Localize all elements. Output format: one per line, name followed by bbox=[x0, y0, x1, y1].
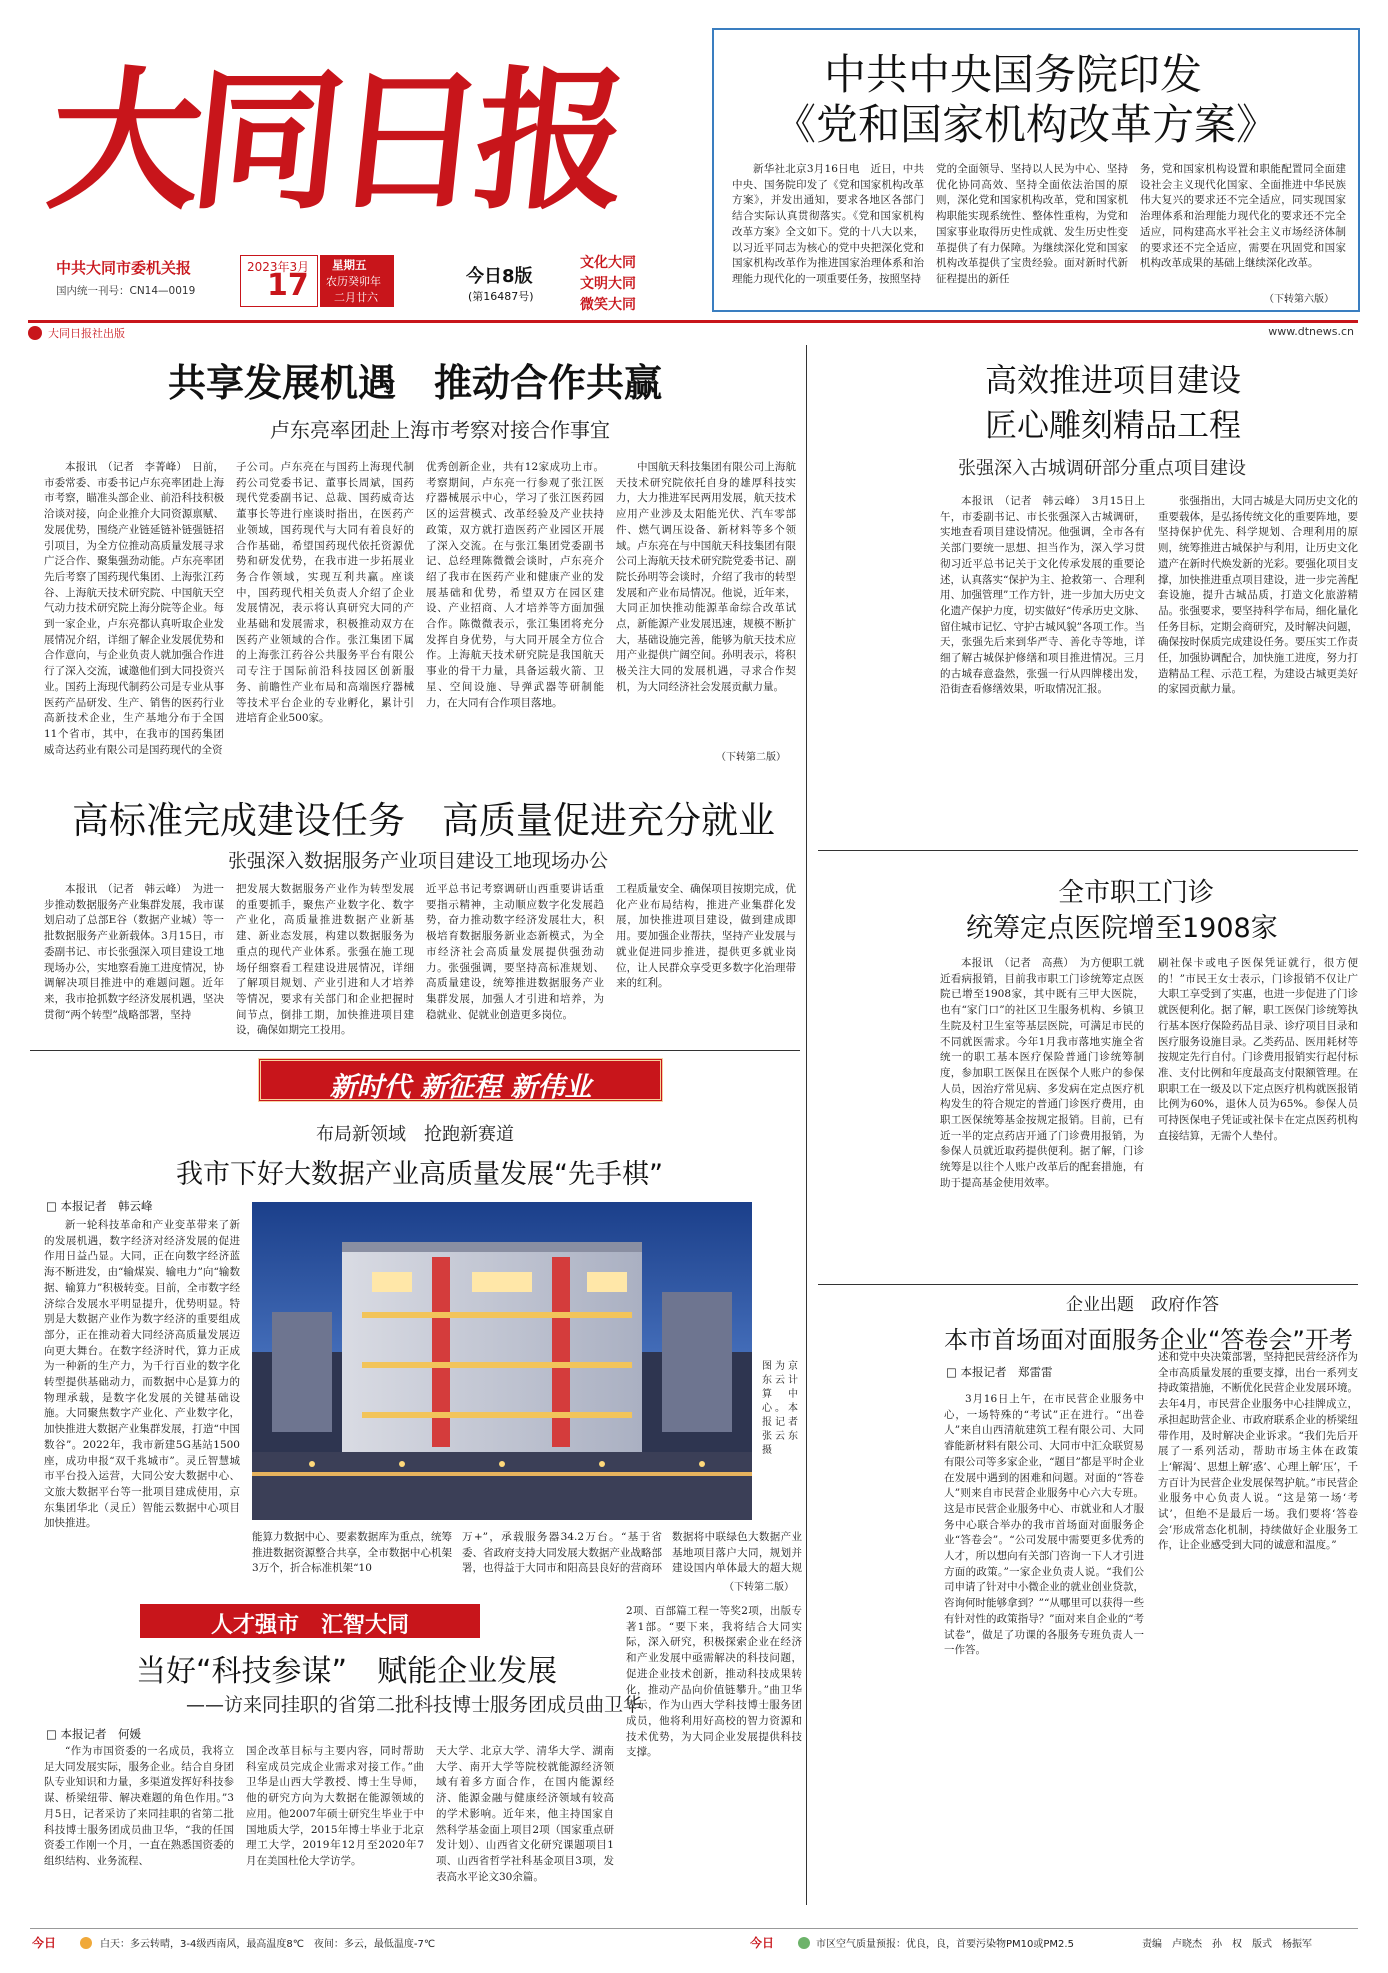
website: www.dtnews.cn bbox=[1268, 325, 1354, 338]
a2-col-1: 本报讯 （记者 韩云峰） 3月15日上午，市委副书记、市长张强深入古城调研，实地查看项目建设情况。他强调，全市各有关部门要统一思想、担当作为，深入学习贯彻习近平总书记关于文化传承发展的重要论述，认真落实“保护为主、抢救第一、合理利用、加强管理”工作方针，进一步加大历史文化遗产保护力度，切实做好“传承历史文脉、留住城市记忆、守护古城风貌”各项工作。当天，张强先后来到华严寺、善化寺等地，详细了解古城保护修缮和项目推进情况。三月的古城春意盎然，张强一行从四牌楼出发，沿街查看修缮效果，听取情况汇报。 bbox=[940, 495, 1145, 696]
a1-col-1: 本报讯 （记者 李菁峰） 日前，市委常委、市委书记卢东亮率团赴上海市考察，瞄准头部企业、前沿科技积极洽谈对接，向企业推介大同资源禀赋、发展优势，围绕产业链延链补链强链招引项目，为全方位推动高质量发展寻求广泛合作、聚集强劲动能。卢东亮率团先后考察了国药现代集团、上海张江药谷、上海航天技术研究院、中国航天空气动力技术研究院上海分院等企业。每到一家企业，卢东亮都认真听取企业发展情况介绍，详细了解企业发展优势和合作意向，与企业负责人就加强合作进行了深入交流，诚邀他们到大同投资兴业。国药上海现代制药公司是专业从事医药产品研发、生产、销售的医药行业高新技术企业，生产基地分布于全国11个省市，其中，在我市的国药集团威奇达药业有限公司是国药现代的全资 bbox=[44, 461, 224, 756]
divider-h-right-2 bbox=[818, 1284, 1358, 1285]
a5-title: 当好“科技参谋” 赋能企业发展 bbox=[136, 1654, 558, 1689]
air-quality: 市区空气质量预报：优良，良，首要污染物PM10或PM2.5 bbox=[816, 1939, 1074, 1950]
a1-col-2: 子公司。卢东亮在与国药上海现代制药公司党委书记、董事长周斌，国药现代党委副书记、总裁、国药威奇达董事长等进行座谈时指出，在医药产业领域，国药现代与大同有着良好的合作基础，希望国药现代依托资源优势和研发优势，在我市进一步拓展业务合作领域，实现互利共赢。座谈中，国药现代相关负责人介绍了企业发展情况，表示将认真研究大同的产业基础和发展需求，积极推动双方在医药产业领域的合作。张江集团下属的上海张江药谷公共服务平台有限公司专注于国际前沿科技园区创新服务、前瞻性产业布局和高端医疗器械等技术平台企业的专业孵化，累计引进培育企业500家。 bbox=[236, 461, 414, 725]
a1-subtitle: 卢东亮率团赴上海市考察对接合作事宜 bbox=[270, 418, 610, 442]
divider-h-right-1 bbox=[818, 850, 1358, 851]
a2-title-1: 高效推进项目建设 bbox=[985, 361, 1242, 399]
weekday: 星期五 bbox=[332, 258, 367, 272]
data-center-image bbox=[252, 1202, 752, 1520]
lunar-day: 二月廿六 bbox=[334, 291, 378, 304]
footer bbox=[30, 1928, 1358, 1954]
slogan-3: 微笑大同 bbox=[580, 297, 636, 313]
a4-col-4: 数据将中联绿色大数据产业基地项目落户大同，规划并建设国内单体最大的超大规 bbox=[672, 1531, 802, 1575]
a7-byline: □ 本报记者 郑雷雷 bbox=[946, 1365, 1053, 1379]
air-label: 今日 bbox=[750, 1936, 775, 1950]
a7-col-1: 3月16日上午，在市民营企业服务中心，一场特殊的“考试”正在进行。“出卷人”来自山西清航建筑工程有限公司、大同睿能新材料有限公司、大同市中汇众联贸易有限公司等多家企业，“题目”都是平时企业在发展中遇到的困难和问题。对面的“答卷人”则来自市民营企业服务中心六大专班。这是市民营企业服务中心、市就业和人才服务中心联合举办的我市首场面对面服务企业“答卷会”。“公司发展中需要更多优秀的人才，所以想向有关部门咨询一下人才引进方面的政策。”一家企业负责人说。“我们公司申请了针对中小微企业的就业创业贷款，咨询何时能够拿到？”“从哪里可以获得一些有针对性的政策指导？”面对来自企业的“考试卷”，做足了功课的各服务专班负责人一一作答。 bbox=[944, 1393, 1144, 1657]
a6-title-2: 统筹定点医院增至1908家 bbox=[966, 913, 1278, 944]
lead-title-2: 《党和国家机构改革方案》 bbox=[774, 100, 1279, 149]
banner-new-era-text: 新时代 新征程 新伟业 bbox=[329, 1072, 592, 1103]
a4-byline: □ 本报记者 韩云峰 bbox=[46, 1199, 153, 1213]
a7-kicker: 企业出题 政府作答 bbox=[1066, 1295, 1219, 1315]
a3-title: 高标准完成建设任务 高质量促进充分就业 bbox=[72, 799, 775, 842]
a3-subtitle: 张强深入数据服务产业项目建设工地现场办公 bbox=[228, 850, 609, 872]
a7-col-2: 述和党中央决策部署，坚持把民营经济作为全市高质量发展的重要支撑，出台一系列支持政策措施，不断优化民营企业发展环境。去年4月，市民营企业服务中心挂牌成立，承担起助营企业、市政府联系企业的桥梁纽带作用，及时解决企业诉求。“我们先后开展了一系列活动，帮助市场主体在政策上‘解渴’、思想上解‘惑’、心理上解‘压’，千方百计为民营企业发展保驾护航。”市民营企业服务中心负责人说。“这是第一场‘考试’，但绝不是最后一场。我们要将‘答卷会’形成常态化机制，持续做好企业服务工作，让企业感受到大同的诚意和温度。” bbox=[1158, 1351, 1358, 1552]
banner-talent bbox=[140, 1604, 480, 1638]
divider-h-left-1 bbox=[30, 1050, 800, 1051]
weather-icon bbox=[80, 1937, 92, 1949]
a3-col-2: 把发展大数据服务产业作为转型发展的重要抓手，聚焦产业数字化、数字产业化，高质量推进数据产业新基建、新业态发展，构建以数据服务为重点的现代产业体系。张强在施工现场仔细察看工程建设进展情况，详细了解项目规划、产业引进和人才培养等情况，要求有关部门和企业把握时间节点，倒排工期，加快推进项目建设，确保如期完工投用。 bbox=[236, 883, 414, 1037]
a1-col-3: 优秀创新企业，共有12家成功上市。考察期间，卢东亮一行参观了张江医疗器械展示中心，学习了张江医药园区的运营模式、改革经验及产业扶持政策，双方就打造医药产业园区开展了深入交流。在与张江集团党委副书记、总经理陈微微会谈时，卢东亮介绍了我市在医药产业和健康产业的发展基础和优势，希望双方在园区建设、产业招商、人才培养等方面加强合作。陈微微表示，张江集团将充分发挥自身优势，与大同开展全方位合作。上海航天技术研究院是我国航天事业的骨干力量，具备运载火箭、卫星、空间设施、导弹武器等研制能力，在大同有合作项目落地。 bbox=[426, 461, 604, 709]
lead-col-2: 党的全面领导、坚持以人民为中心、坚持优化协同高效、坚持全面依法治国的原则，深化党和国家机构改革，党和国家机构职能实现系统性、整体性重构，为党和国家事业取得历史性成就、发生历史性变革提供了有力保障。为继续深化党和国家机构改革提供了宝贵经验。面对新时代新征程提出的新任 bbox=[936, 163, 1128, 285]
a7-title: 本市首场面对面服务企业“答卷会”开考 bbox=[944, 1326, 1353, 1354]
date-day: 17 bbox=[267, 268, 309, 303]
a6-title-1: 全市职工门诊 bbox=[1058, 878, 1215, 908]
a5-col-1: “作为市国资委的一名成员，我将立足大同发展实际，服务企业。结合自身团队专业知识和力量，多渠道发挥好科技参谋、桥梁纽带、解决难题的角色作用。”3月5日，记者采访了来同挂职的省第二批科技博士服务团成员曲卫华，“我的任国资委工作刚一个月，一直在熟悉国资委的组织结构、业务流程、 bbox=[44, 1745, 234, 1867]
a5-col-4: 2项、百部篇工程一等奖2项，出版专著1部。“要下来，我将结合大同实际，深入研究，积极探索企业在经济和产业发展中亟需解决的科技问题，促进企业技术创新，推动科技成果转化，推动产品向价值链攀升。”曲卫华表示，作为山西大学科技博士服务团成员，他将利用好高校的智力资源和技术优势，为大同企业发展提供科技支撑。 bbox=[626, 1605, 802, 1759]
air-icon bbox=[798, 1937, 810, 1949]
a2-col-2: 张强指出，大同古城是大同历史文化的重要载体，是弘扬传统文化的重要阵地，要坚持保护优先、科学规划、合理利用的原则，统筹推进古城保护与利用，让历史文化遗产在新时代焕发新的光彩。要强化项目支撑，加快推进重点项目建设，进一步完善配套设施，提升古城品质，打造文化旅游精品。张强要求，要坚持科学布局，细化量化任务目标，定期会商研究，及时解决问题，确保按时保质完成建设任务。要压实工作责任，加强协调配合，加快施工进度，努力打造精品工程、示范工程，为建设古城更美好的家园贡献力量。 bbox=[1158, 495, 1358, 696]
data-center-photo bbox=[252, 1202, 752, 1520]
a5-col-2: 国企改革目标与主要内容，同时帮助科室成员完成企业需求对接工作。”曲卫华是山西大学教授、博士生导师，他的研究方向为大数据在能源领域的应用。他2007年硕士研究生毕业于中国地质大学，2015年博士毕业于北京理工大学，2019年12月至2020年7月在美国杜伦大学访学。 bbox=[246, 1745, 424, 1867]
a5-col-3: 天大学、北京大学、清华大学、湖南大学、南开大学等院校就能源经济领域有着多方面合作，在国内能源经济、能源金融与健康经济领域有较高的学术影响。近年来，他主持国家自然科学基金面上项目2项（国家重点研发计划）、山西省文化研究课题项目1项、山西省哲学社科基金项目3项，发表高水平论文30余篇。 bbox=[436, 1745, 614, 1883]
date-ym: 2023年3月 bbox=[247, 260, 310, 274]
masthead-org: 中共大同市委机关报 bbox=[56, 259, 192, 277]
masthead-issn: 国内统一刊号：CN14—0019 bbox=[56, 285, 196, 297]
a2-subtitle: 张强深入古城调研部分重点项目建设 bbox=[958, 458, 1246, 479]
staff-credits: 责编 卢晓杰 孙 权 版式 杨振军 bbox=[1142, 1939, 1312, 1950]
a6-col-2: 刷社保卡或电子医保凭证就行，很方便的！”市民王女士表示，门诊报销不仅让广大职工享受到了实惠，也进一步促进了门诊就医便利化。据了解，职工医保门诊统筹执行基本医疗保险药品目录、诊疗项目目录和医疗服务设施目录。乙类药品、医用耗材等按规定先行自付。门诊费用报销实行起付标准、支付比例和年度最高支付限额管理。在职职工在一级及以下定点医疗机构就医报销比例为60%，退休人员为65%。参保人员可持医保电子凭证或社保卡在定点医药机构直接结算，无需个人垫付。 bbox=[1158, 957, 1358, 1142]
a4-title: 我市下好大数据产业高质量发展“先手棋” bbox=[176, 1159, 663, 1190]
logo-icon bbox=[28, 326, 42, 340]
a3-col-1: 本报讯 （记者 韩云峰） 为进一步推动数据服务产业集群发展，我市谋划启动了总部E谷（数据产业城）等一批数据服务产业新载体。3月15日，市委副书记、市长张强深入项目建设工地现场办公，实地察看施工进度情况，协调解决项目推进中的难题问题。近年来，我市抢抓数字经济发展机遇，坚决贯彻“两个转型”战略部署，坚持 bbox=[44, 883, 224, 1021]
a4-col-1: 新一轮科技革命和产业变革带来了新的发展机遇，数字经济对经济发展的促进作用日益凸显。大同，正在向数字经济蓝海不断进发，由“输煤炭、输电力”向“输数据、输算力”积极转变。目前，全市数字经济综合发展水平明显提升，优势明显。特别是大数据产业作为数字经济的重要组成部分，正在推动着大同经济高质量发展迈向更大舞台。在数字经济时代，算力正成为一种新的生产力，为千行百业的数字化转型提供基础动力，而数据中心是算力的物理承载，是数字化发展的关键基础设施。大同聚焦数字产业化、产业数字化，加快推进大数据产业集群发展，打造“中国数谷”。2022年，我市新建5G基站1500座，成功申报“双千兆城市”。灵丘智慧城市平台投入运营，大同公安大数据中心、文旅大数据平台等一批项目建成使用，京东集团华北（灵丘）智能云数据中心项目加快推进。 bbox=[44, 1219, 240, 1530]
weather-label: 今日 bbox=[32, 1936, 57, 1950]
lead-col-1: 新华社北京3月16日电 近日，中共中央、国务院印发了《党和国家机构改革方案》，并发出通知，要求各地区各部门结合实际认真贯彻落实。《党和国家机构改革方案》全文如下。党的十八大以来，以习近平同志为核心的党中央把深化党和国家机构改革作为推进国家治理体系和治理能力现代化的一项重要任务，按照坚持 bbox=[732, 163, 924, 285]
a1-col-4: 中国航天科技集团有限公司上海航天技术研究院依托自身的雄厚科技实力，大力推进军民两用发展，航天技术应用产业涉及太阳能光伏、汽车零部件、燃气调压设备、新材料等多个领域。卢东亮在与中国航天科技集团有限公司上海航天技术研究院党委书记、副院长孙明等会谈时，介绍了我市的转型发展和产业布局情况。他说，近年来，大同正加快推动能源革命综合改革试点，新能源产业发展迅速，规模不断扩大，基础设施完善，能够为航天技术应用产业提供广阔空间。孙明表示，将积极关注大同的发展机遇，寻求合作契机，为大同经济社会发展贡献力量。 bbox=[616, 461, 796, 693]
lead-box bbox=[712, 28, 1360, 312]
pages-count: 今日8版 bbox=[466, 266, 533, 287]
lead-title-1: 中共中央国务院印发 bbox=[824, 50, 1203, 99]
banner-new-era bbox=[258, 1058, 663, 1102]
publisher: 大同日报社出版 bbox=[48, 327, 125, 340]
divider-v-1 bbox=[806, 345, 807, 1905]
weather-forecast: 白天：多云转晴，3-4级西南风，最高温度8℃ 夜间：多云，最低温度-7℃ bbox=[100, 1939, 436, 1950]
a4-continued: （下转第二版） bbox=[724, 1582, 794, 1593]
a6-col-1: 本报讯 （记者 高燕） 为方便职工就近看病报销，目前我市职工门诊统筹定点医院已增至1908家，其中既有三甲大医院，也有“家门口”的社区卫生服务机构、乡镇卫生院及村卫生室等基层医院，可满足市民的不同就医需求。今年1月我市落地实施全省统一的职工基本医疗保险普通门诊统筹制度，参加职工医保且在医保个人账户的参保人员，因治疗常见病、多发病在定点医疗机构发生的符合规定的普通门诊医疗费用，由职工医保统筹基金按规定报销。目前，已有近一半的定点药店开通了门诊费用报销，为参保人员就近取药提供便利。据了解，门诊统筹是以往个人账户改革后的配套措施，有助于提高基金使用效率。 bbox=[940, 957, 1144, 1189]
masthead-bar bbox=[28, 320, 1358, 340]
lead-col-3: 务，党和国家机构设置和职能配置同全面建设社会主义现代化国家、全面推进中华民族伟大复兴的要求还不完全适应，同实现国家治理体系和治理能力现代化的要求还不完全适应，同构建高水平社会主义市场经济体制的要求还不完全适应，需要在巩固党和国家机构改革成果的基础上继续深化改革。 bbox=[1140, 163, 1346, 270]
masthead-title: 大同日报 bbox=[40, 51, 628, 230]
lead-continued: （下转第六版） bbox=[1264, 294, 1334, 305]
a5-subtitle: ——访来同挂职的省第二批科技博士服务团成员曲卫华 bbox=[186, 1694, 643, 1716]
a5-byline: □ 本报记者 何媛 bbox=[46, 1727, 142, 1741]
a4-col-2: 能算力数据中心、要素数据库为重点，统筹推进数据资源整合共享，全市数据中心机架3万个，折合标准机架“10 bbox=[252, 1531, 452, 1575]
banner-talent-text: 人才强市 汇智大同 bbox=[210, 1613, 409, 1638]
issue-number: (第16487号) bbox=[468, 290, 534, 303]
slogan-2: 文明大同 bbox=[580, 276, 636, 292]
lunar-year: 农历癸卯年 bbox=[326, 275, 381, 288]
a3-col-4: 工程质量安全、确保项目按期完成，优化产业布局结构，推进产业集群化发展，加快推进项目建设，做到建成即用。要加强企业帮扶，坚持产业发展与就业促进同步推进，提供更多就业岗位，让人民群众享受更多数字化治理带来的红利。 bbox=[616, 883, 796, 990]
weekday-box bbox=[320, 255, 394, 307]
slogan-1: 文化大同 bbox=[580, 255, 636, 271]
a4-col-3: 万+”，承载服务器34.2万台。“基于省委、省政府支持大同发展大数据产业战略部署，也得益于大同市和阳高县良好的营商环 bbox=[462, 1531, 662, 1575]
a1-continued: （下转第二版） bbox=[716, 752, 786, 763]
a1-title: 共享发展机遇 推动合作共赢 bbox=[168, 361, 663, 405]
a4-caption: 图为京东云计算中心。本报记者 张云东 摄 bbox=[762, 1361, 798, 1456]
date-box bbox=[240, 255, 318, 307]
a4-kicker: 布局新领域 抢跑新赛道 bbox=[316, 1124, 514, 1145]
a3-col-3: 近平总书记考察调研山西重要讲话重要指示精神，主动顺应数字化发展趋势，奋力推动数字经济发展壮大，积极培育数据服务新业态新模式，为全市经济社会高质量发展提供强劲动力。张强强调，要坚持高标准规划、高质量建设，统筹推进数据服务产业集群发展，加强人才引进和培养，为稳就业、促就业创造更多岗位。 bbox=[426, 883, 604, 1021]
a2-title-2: 匠心雕刻精品工程 bbox=[985, 406, 1242, 444]
